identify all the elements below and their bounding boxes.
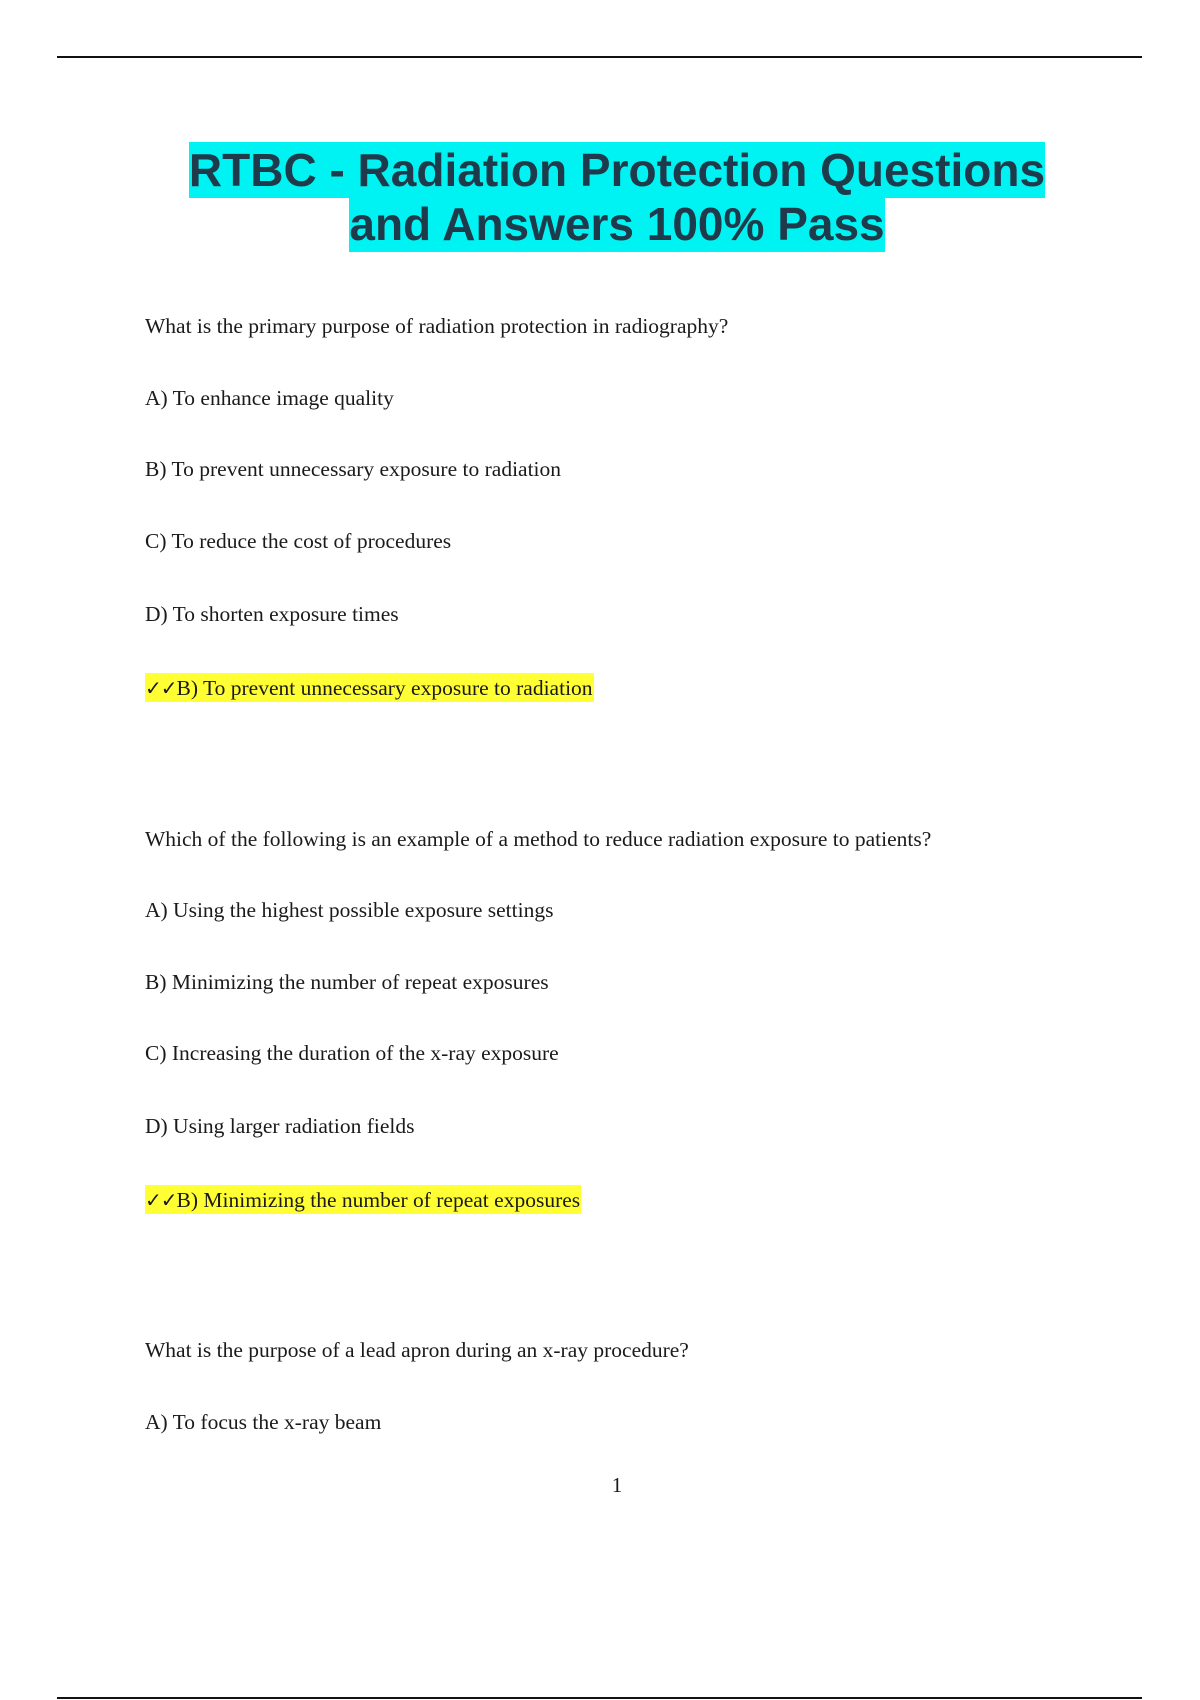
- title-line-2: and Answers 100% Pass: [349, 198, 885, 250]
- header-rule: [57, 56, 1142, 58]
- page-number: 1: [611, 1473, 623, 1497]
- check-mark-icon: ✓✓: [145, 676, 177, 700]
- check-mark-icon: ✓✓: [145, 1188, 177, 1212]
- footer-rule: [57, 1697, 1142, 1699]
- question-1-text: What is the primary purpose of radiation protection in radiography?: [145, 314, 729, 338]
- question-1-option-c: C) To reduce the cost of procedures: [145, 529, 452, 553]
- question-1-option-a: A) To enhance image quality: [145, 386, 394, 410]
- question-1-option-b: B) To prevent unnecessary exposure to radiation: [145, 457, 562, 481]
- question-3-option-a: A) To focus the x-ray beam: [145, 1410, 382, 1434]
- question-2-text: Which of the following is an example of a method to reduce radiation exposure to patients?: [145, 827, 932, 851]
- answer-highlight: [145, 673, 594, 702]
- question-1-answer-text: B) To prevent unnecessary exposure to radiation: [176, 676, 593, 700]
- title-line-1: RTBC - Radiation Protection Questions: [188, 144, 1046, 196]
- question-2-answer-text: B) Minimizing the number of repeat exposures: [176, 1188, 581, 1212]
- question-1-option-d: D) To shorten exposure times: [145, 602, 399, 626]
- question-2-answer: [145, 1186, 581, 1214]
- question-2-option-a: A) Using the highest possible exposure settings: [145, 898, 554, 922]
- question-2-option-d: D) Using larger radiation fields: [145, 1114, 415, 1138]
- question-3-text: What is the purpose of a lead apron during an x-ray procedure?: [145, 1338, 689, 1362]
- answer-highlight: [145, 1185, 581, 1214]
- document-title: [0, 143, 1200, 251]
- question-1-answer: [145, 674, 594, 702]
- question-2-option-c: C) Increasing the duration of the x-ray exposure: [145, 1041, 559, 1065]
- question-2-option-b: B) Minimizing the number of repeat exposures: [145, 970, 549, 994]
